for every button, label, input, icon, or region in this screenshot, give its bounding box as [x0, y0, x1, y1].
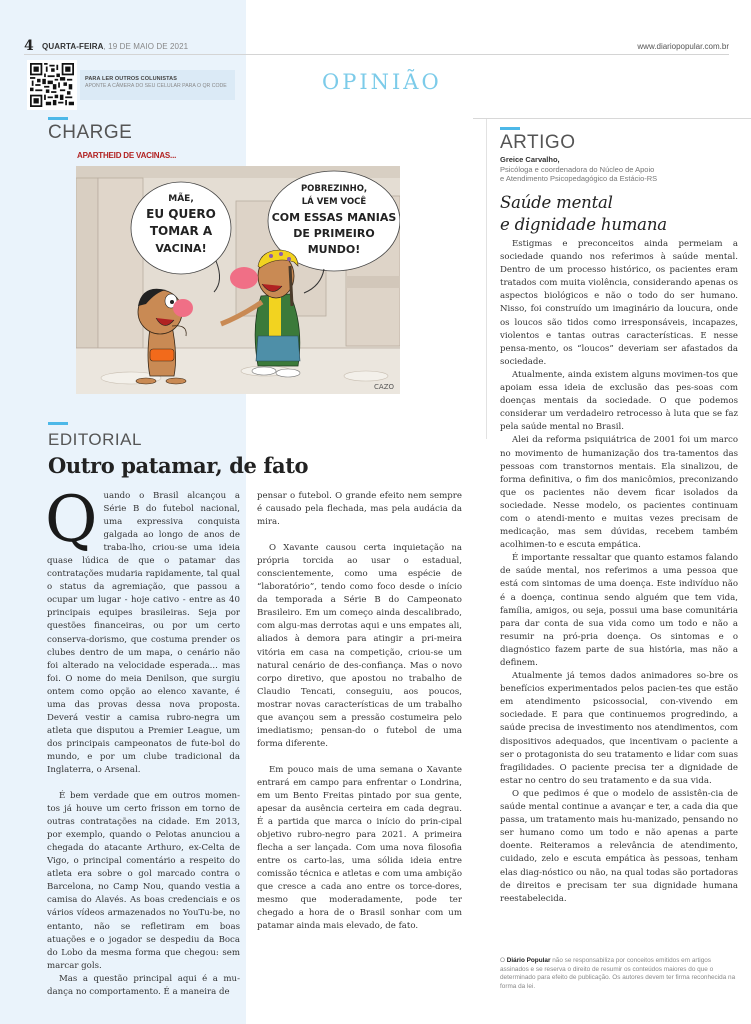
disclaimer-text: não se responsabiliza por conceitos emitidos em artigos assinados e se reserva o direito de resumir os conteúdos maiores do que o determinado para efeito de publicação. Os autores devem ter firma reconhecida na forma da lei. — [500, 957, 736, 990]
author-name: Greice Carvalho, — [500, 155, 560, 164]
author-role-line-2: e Atendimento Psicopedagógico da Estácio-RS — [500, 174, 658, 183]
charge-label: CHARGE — [48, 122, 133, 143]
section-title: OPINIÃO — [322, 70, 442, 94]
bubble-right-line-5: MUNDO! — [307, 243, 361, 256]
artigo-paragraph: É importante ressaltar que quanto estamos falando de saúde mental, nos referimos a uma pessoa que está com sintomas de uma doença. Este indivíduo não é a doença, continua sendo alguém que tem vida, família, amigos, ou seja, possui uma base comunitária para dar conta de sua vida como um todo e não a resumir na pró-pria doença. Os sintomas e o diagnóstico fazem parte de sua história, mas não a definem. — [500, 553, 738, 668]
date: , 19 DE MAIO DE 2021 — [103, 42, 189, 51]
qr-banner-subtitle: APONTE A CÂMERA DO SEU CELULAR PARA O QR CODE — [85, 83, 227, 89]
artigo-paragraph: Alei da reforma psiquiátrica de 2001 foi um marco no movimento de humanização dos tra-tamentos das pessoas com transtornos mentais. Ela sinalizou, de forma definitiva, o fim dos manicômios, preconizando que os pacientes não devem ficar isolados da sociedade. Nesse modelo, os pacientes continuam com o atendi-mento e muitas vezes precisam de medicação, mas sem dúvidas, recebem também acolhimen-to e escuta empática. — [500, 435, 738, 551]
artigo-headline — [500, 192, 667, 236]
bubble-right-line-4: DE PRIMEIRO — [293, 227, 375, 240]
artigo-label: ARTIGO — [500, 132, 576, 153]
qr-code[interactable] — [27, 60, 77, 110]
editorial-paragraph: pensar o futebol. O grande efeito nem sempre é causado pela flechada, mas pela audácia da mira. — [257, 491, 462, 528]
artigo-paragraph: O que pedimos é que o modelo de assistên-cia de saúde mental continue a avançar e ter, a cada dia que passa, um tratamento mais hu-manizado, pensando no ser humano como um todo e não apenas a parte doente. Reiteramos a relevância de atendimento, cuidado, zelo e escuta empática às pessoas, tenham elas diag-nóstico ou não, na qual todas são portadoras de direitos e precisam ter sua dignidade humana reestabelecida. — [500, 788, 738, 904]
disclaimer-prefix: O — [500, 957, 507, 964]
artigo-left-divider — [486, 119, 487, 439]
header-divider — [24, 54, 729, 55]
editorial-label: EDITORIAL — [48, 430, 142, 449]
drop-cap: Q — [45, 483, 98, 557]
editorial-headline: Outro patamar, de fato — [48, 453, 309, 478]
editorial-paragraph: Em pouco mais de uma semana o Xavante entrará em campo para enfrentar o Londrina, em um Bento Freitas pintado por sua gente, apesar da ausência certeira em cada degrau. É a partida que marca o início do prin-cipal objetivo rubro-negro para 2021. A primeira flecha a ser lançada. Com uma nova filosofia entre os carto-las, uma sólida ideia entre comissão técnica e atletas e com uma ambição que cresce a cada ano entre os torce-dores, mesmo que moderadamente, pode ter chegado a hora de o Brasil sonhar com um patamar ainda mais elevado, de fato. — [257, 764, 462, 932]
page-number: 4 — [24, 38, 34, 54]
artigo-paragraph: Atualmente, ainda existem alguns movimen-tos que apoiam essa ideia de exclusão das pes-soas com doenças mentais da sociedade. O que podemos considerar um verdadeiro retrocesso à luta que se faz pela saúde mental no Brasil. — [500, 369, 738, 433]
cartoon-caption: APARTHEID DE VACINAS... — [77, 151, 177, 160]
artigo-accent-bar — [500, 127, 520, 130]
artigo-body — [500, 238, 738, 906]
disclaimer — [500, 957, 738, 991]
disclaimer-brand: Diário Popular — [506, 957, 551, 964]
bubble-left-line-2: EU QUERO — [146, 207, 216, 221]
cartoon-illustration — [76, 166, 400, 394]
bubble-right-line-2: LÁ VEM VOCÊ — [301, 197, 367, 207]
charge-accent-bar — [48, 117, 68, 120]
cartoon-signature: CAZO — [374, 383, 394, 391]
bubble-left-line-1: MÃE, — [168, 194, 194, 204]
bubble-left-line-3: TOMAR A — [149, 224, 213, 238]
artigo-top-divider — [473, 118, 751, 119]
editorial-paragraph: É bem verdade que em outros momen-tos já houve um certo frisson em torno de outras contratações na cidade. Em 2013, por exemplo, quando o Pelotas anunciou a chegada do atacante Arthuro, ex-Celta de Vigo, o principal comentário a respeito do atleta era sobre o gol marcado contra o Barcelona, no Camp Nou, quando vestia a camisa do Alavés. As boas credenciais e os vários vídeos armazenados no YouTu-be, no entanto, não se refletiram em boas atuações e o jogador se despediu da Boca do Lobo da mesma forma que chegou: sem marcar gols. — [47, 791, 240, 971]
editorial-paragraph-text: uando o Brasil alcançou a Série B do futebol nacional, uma expressiva conquista galgada ao longo de anos de traba-lho, criou-se uma ideia quase lúdica de que o patamar das contratações mudaria rapidamente, tal qual o status da agremiação, que passou a ocupar um lugar - hoje cativo - entre as 40 principais equipes brasileiras. Seja por questões financeiras, ou por um certo conserva-dorismo, que costuma prender os clubes dentro de um mapa, o cenário não foi alterado na velocidade esperada... mas foi. O nome do meia Denilson, que surgiu ontem como opção ao elenco xavante, é uma das provas dessa nova proposta. Deverá vestir a camisa rubro-negra um atleta que disputou a Premier League, um dos principais campeonatos de fute-bol do mundo, e por um clube tradicional da Inglaterra, o Arsenal. — [47, 491, 240, 775]
artigo-headline-line-2: e dignidade humana — [500, 215, 667, 234]
weekday: QUARTA-FEIRA — [42, 42, 104, 51]
artigo-paragraph: Estigmas e preconceitos ainda permeiam a sociedade quando nos referimos à saúde mental. Dentro de um processo histórico, os pacientes eram tratados com muita violência, considerando apenas os aspectos biológicos e não o todo do ser humano. Nisso, foi construído um imaginário da loucura, onde os loucos são tidos como irresponsáveis, incapazes, violentos e tantas outras características. E nesse pensa-mento, os “loucos” deveriam ser afastados da sociedade. — [500, 239, 738, 367]
bubble-right-line-1: POBREZINHO, — [300, 184, 368, 194]
author-role-line-1: Psicóloga e coordenadora do Núcleo de Apoio — [500, 164, 655, 174]
qr-banner-title: PARA LER OUTROS COLUNISTAS — [85, 76, 178, 82]
site-url-link[interactable]: www.diariopopular.com.br — [637, 42, 729, 51]
editorial-paragraph: O Xavante causou certa inquietação na própria torcida ao usar o estadual, conscientemente, como uma espécie de “laboratório”, tendo como foco desde o início da temporada a Série B do Campeonato Brasileiro. Em um começo ainda descalibrado, com algu-mas derrotas aqui e uns empates ali, aliados à demora para atingir a pri-meira vitória em casa na competição, criou-se um natural cenário de des-confiança. Mas o novo corpo diretivo, que apostou no trabalho de Claudio Tencati, conseguiu, aos poucos, mostrar novas características de um trabalho que avançou sem a pressão costumeira pelo imediatismo; pensan-do o futebol de uma forma diferente. — [257, 543, 462, 749]
qr-banner — [80, 70, 235, 100]
editorial-paragraph — [45, 483, 240, 777]
cartoon-drawing — [76, 166, 400, 394]
editorial-column-2 — [257, 490, 462, 934]
bubble-left-line-4: VACINA! — [155, 242, 207, 255]
artigo-paragraph: Atualmente já temos dados animadores so-bre os benefícios experimentados pelos pacien-tes que estão em atendimento psicossocial, con-vivendo em sociedade. E para que continuemos progredindo, a saúde precisa de investimento nos atendimentos, com dispositivos adequados, que incentivam o paciente a ser o protagonista do seu tratamento e lidar com suas fragilidades. O paciente precisa ter a dignidade de estar no centro do seu tratamento e da sua vida. — [500, 671, 738, 786]
qr-code-icon — [30, 63, 74, 107]
author-info — [500, 155, 745, 184]
editorial-accent-bar — [48, 422, 68, 425]
date-line — [42, 42, 188, 51]
bubble-right-line-3: COM ESSAS MANIAS — [271, 211, 397, 224]
editorial-column-1 — [45, 483, 240, 999]
artigo-headline-line-1: Saúde mental — [500, 193, 613, 212]
editorial-paragraph: Mas a questão principal aqui é a mu-dança no comportamento. É a maneira de — [47, 973, 240, 997]
